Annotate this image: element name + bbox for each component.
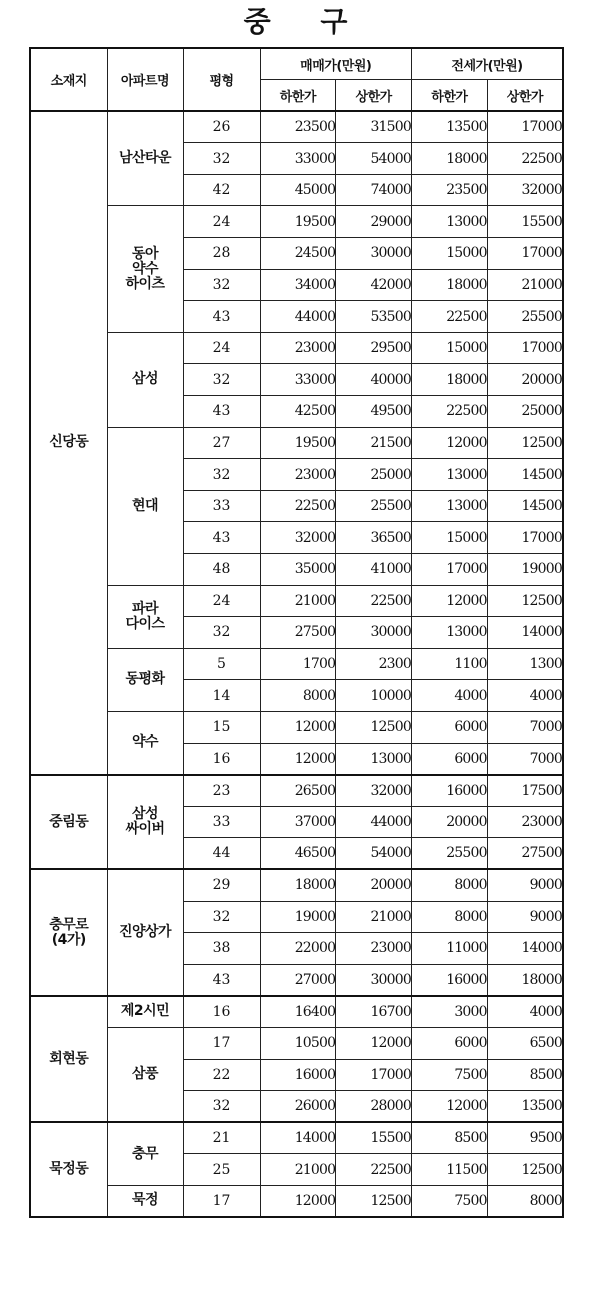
- table-row: [30, 111, 563, 143]
- apartment-name-cell: 파라 다이스: [107, 585, 183, 648]
- size-cell: 16: [183, 743, 260, 775]
- jeonse-lower-cell: 15000: [412, 332, 488, 364]
- size-cell: 43: [183, 396, 260, 428]
- sale-upper-cell: 31500: [336, 111, 412, 143]
- size-cell: 17: [183, 1185, 260, 1217]
- apartment-name-cell: 동아 약수 하이츠: [107, 206, 183, 332]
- size-cell: 15: [183, 711, 260, 743]
- sale-upper-cell: 44000: [336, 806, 412, 838]
- jeonse-lower-cell: 15000: [412, 522, 488, 554]
- size-cell: 32: [183, 269, 260, 301]
- jeonse-upper-cell: 7000: [487, 711, 563, 743]
- header-sale-lower: 하한가: [260, 80, 336, 112]
- size-cell: 43: [183, 301, 260, 333]
- jeonse-upper-cell: 22500: [487, 143, 563, 175]
- size-cell: 32: [183, 459, 260, 491]
- size-cell: 29: [183, 869, 260, 901]
- jeonse-upper-cell: 9000: [487, 901, 563, 933]
- table-header: [30, 48, 563, 111]
- table-row: [30, 1185, 563, 1217]
- table-row: [30, 427, 563, 459]
- jeonse-lower-cell: 4000: [412, 680, 488, 712]
- size-cell: 32: [183, 1091, 260, 1123]
- jeonse-upper-cell: 9000: [487, 869, 563, 901]
- jeonse-upper-cell: 7000: [487, 743, 563, 775]
- jeonse-lower-cell: 12000: [412, 427, 488, 459]
- sale-upper-cell: 23000: [336, 933, 412, 965]
- jeonse-upper-cell: 15500: [487, 206, 563, 238]
- jeonse-upper-cell: 17000: [487, 332, 563, 364]
- size-cell: 23: [183, 775, 260, 807]
- jeonse-upper-cell: 17000: [487, 111, 563, 143]
- sale-lower-cell: 22500: [260, 490, 336, 522]
- apartment-name-cell: 남산타운: [107, 111, 183, 206]
- jeonse-lower-cell: 12000: [412, 585, 488, 617]
- sale-upper-cell: 30000: [336, 238, 412, 270]
- jeonse-upper-cell: 1300: [487, 648, 563, 680]
- jeonse-upper-cell: 14500: [487, 490, 563, 522]
- size-cell: 14: [183, 680, 260, 712]
- jeonse-lower-cell: 16000: [412, 775, 488, 807]
- apartment-name-cell: 제2시민: [107, 996, 183, 1028]
- sale-lower-cell: 26500: [260, 775, 336, 807]
- jeonse-lower-cell: 18000: [412, 269, 488, 301]
- jeonse-upper-cell: 13500: [487, 1091, 563, 1123]
- jeonse-upper-cell: 25500: [487, 301, 563, 333]
- sale-upper-cell: 32000: [336, 775, 412, 807]
- jeonse-lower-cell: 12000: [412, 1091, 488, 1123]
- jeonse-lower-cell: 13000: [412, 459, 488, 491]
- size-cell: 32: [183, 143, 260, 175]
- jeonse-lower-cell: 1100: [412, 648, 488, 680]
- sale-upper-cell: 42000: [336, 269, 412, 301]
- sale-upper-cell: 12000: [336, 1027, 412, 1059]
- jeonse-lower-cell: 23500: [412, 174, 488, 206]
- sale-upper-cell: 54000: [336, 838, 412, 870]
- table-row: [30, 996, 563, 1028]
- sale-lower-cell: 23000: [260, 459, 336, 491]
- sale-upper-cell: 49500: [336, 396, 412, 428]
- apartment-name-cell: 약수: [107, 711, 183, 774]
- jeonse-lower-cell: 7500: [412, 1185, 488, 1217]
- jeonse-lower-cell: 6000: [412, 743, 488, 775]
- jeonse-lower-cell: 22500: [412, 396, 488, 428]
- apartment-name-cell: 삼풍: [107, 1027, 183, 1122]
- sale-lower-cell: 37000: [260, 806, 336, 838]
- sale-upper-cell: 28000: [336, 1091, 412, 1123]
- size-cell: 24: [183, 332, 260, 364]
- jeonse-lower-cell: 16000: [412, 964, 488, 996]
- sale-lower-cell: 44000: [260, 301, 336, 333]
- sale-upper-cell: 41000: [336, 554, 412, 586]
- jeonse-upper-cell: 17000: [487, 238, 563, 270]
- size-cell: 28: [183, 238, 260, 270]
- sale-upper-cell: 22500: [336, 585, 412, 617]
- jeonse-lower-cell: 11500: [412, 1154, 488, 1186]
- apartment-name-cell: 묵정: [107, 1185, 183, 1217]
- jeonse-lower-cell: 11000: [412, 933, 488, 965]
- sale-lower-cell: 34000: [260, 269, 336, 301]
- sale-lower-cell: 27500: [260, 617, 336, 649]
- sale-upper-cell: 16700: [336, 996, 412, 1028]
- header-jeonse-price: 전세가(만원): [412, 48, 564, 80]
- sale-lower-cell: 21000: [260, 585, 336, 617]
- sale-lower-cell: 19000: [260, 901, 336, 933]
- jeonse-upper-cell: 14000: [487, 617, 563, 649]
- sale-lower-cell: 23500: [260, 111, 336, 143]
- jeonse-upper-cell: 19000: [487, 554, 563, 586]
- page-title: 중 구: [243, 5, 368, 38]
- sale-upper-cell: 25500: [336, 490, 412, 522]
- table-row: [30, 711, 563, 743]
- sale-lower-cell: 19500: [260, 427, 336, 459]
- sale-lower-cell: 32000: [260, 522, 336, 554]
- jeonse-upper-cell: 8500: [487, 1059, 563, 1091]
- sale-lower-cell: 16400: [260, 996, 336, 1028]
- jeonse-lower-cell: 3000: [412, 996, 488, 1028]
- sale-upper-cell: 22500: [336, 1154, 412, 1186]
- sale-upper-cell: 20000: [336, 869, 412, 901]
- sale-lower-cell: 10500: [260, 1027, 336, 1059]
- sale-lower-cell: 33000: [260, 143, 336, 175]
- size-cell: 21: [183, 1122, 260, 1154]
- jeonse-lower-cell: 13000: [412, 617, 488, 649]
- sale-lower-cell: 45000: [260, 174, 336, 206]
- header-jeonse-lower: 하한가: [412, 80, 488, 112]
- jeonse-lower-cell: 18000: [412, 143, 488, 175]
- size-cell: 25: [183, 1154, 260, 1186]
- size-cell: 24: [183, 585, 260, 617]
- size-cell: 5: [183, 648, 260, 680]
- location-cell: 묵정동: [30, 1122, 107, 1217]
- size-cell: 22: [183, 1059, 260, 1091]
- jeonse-upper-cell: 32000: [487, 174, 563, 206]
- jeonse-lower-cell: 13000: [412, 490, 488, 522]
- header-apartment: 아파트명: [107, 48, 183, 111]
- jeonse-upper-cell: 23000: [487, 806, 563, 838]
- jeonse-upper-cell: 12500: [487, 585, 563, 617]
- size-cell: 38: [183, 933, 260, 965]
- table-row: [30, 1027, 563, 1059]
- sale-lower-cell: 18000: [260, 869, 336, 901]
- apartment-name-cell: 충무: [107, 1122, 183, 1185]
- sale-upper-cell: 21000: [336, 901, 412, 933]
- jeonse-upper-cell: 12500: [487, 427, 563, 459]
- sale-upper-cell: 54000: [336, 143, 412, 175]
- jeonse-upper-cell: 17500: [487, 775, 563, 807]
- size-cell: 17: [183, 1027, 260, 1059]
- size-cell: 42: [183, 174, 260, 206]
- apartment-name-cell: 삼성 싸이버: [107, 775, 183, 870]
- sale-upper-cell: 12500: [336, 711, 412, 743]
- jeonse-upper-cell: 14500: [487, 459, 563, 491]
- sale-lower-cell: 46500: [260, 838, 336, 870]
- size-cell: 33: [183, 806, 260, 838]
- sale-upper-cell: 53500: [336, 301, 412, 333]
- sale-upper-cell: 10000: [336, 680, 412, 712]
- jeonse-lower-cell: 6000: [412, 1027, 488, 1059]
- table-row: [30, 206, 563, 238]
- size-cell: 24: [183, 206, 260, 238]
- sale-upper-cell: 36500: [336, 522, 412, 554]
- sale-upper-cell: 12500: [336, 1185, 412, 1217]
- table-row: [30, 1122, 563, 1154]
- sale-upper-cell: 17000: [336, 1059, 412, 1091]
- jeonse-upper-cell: 14000: [487, 933, 563, 965]
- sale-lower-cell: 24500: [260, 238, 336, 270]
- sale-lower-cell: 16000: [260, 1059, 336, 1091]
- sale-upper-cell: 13000: [336, 743, 412, 775]
- size-cell: 32: [183, 901, 260, 933]
- sale-lower-cell: 23000: [260, 332, 336, 364]
- sale-upper-cell: 40000: [336, 364, 412, 396]
- sale-lower-cell: 27000: [260, 964, 336, 996]
- sale-lower-cell: 22000: [260, 933, 336, 965]
- jeonse-upper-cell: 12500: [487, 1154, 563, 1186]
- table-row: [30, 332, 563, 364]
- location-cell: 회현동: [30, 996, 107, 1122]
- sale-upper-cell: 29000: [336, 206, 412, 238]
- jeonse-lower-cell: 20000: [412, 806, 488, 838]
- jeonse-upper-cell: 27500: [487, 838, 563, 870]
- jeonse-lower-cell: 13000: [412, 206, 488, 238]
- jeonse-lower-cell: 22500: [412, 301, 488, 333]
- jeonse-lower-cell: 18000: [412, 364, 488, 396]
- header-jeonse-upper: 상한가: [487, 80, 563, 112]
- jeonse-upper-cell: 17000: [487, 522, 563, 554]
- jeonse-lower-cell: 13500: [412, 111, 488, 143]
- sale-lower-cell: 21000: [260, 1154, 336, 1186]
- size-cell: 26: [183, 111, 260, 143]
- sale-upper-cell: 2300: [336, 648, 412, 680]
- apartment-name-cell: 삼성: [107, 332, 183, 427]
- table-row: [30, 869, 563, 901]
- sale-upper-cell: 29500: [336, 332, 412, 364]
- sale-upper-cell: 30000: [336, 617, 412, 649]
- jeonse-upper-cell: 8000: [487, 1185, 563, 1217]
- size-cell: 27: [183, 427, 260, 459]
- jeonse-lower-cell: 7500: [412, 1059, 488, 1091]
- size-cell: 43: [183, 964, 260, 996]
- size-cell: 48: [183, 554, 260, 586]
- sale-lower-cell: 8000: [260, 680, 336, 712]
- jeonse-lower-cell: 6000: [412, 711, 488, 743]
- sale-lower-cell: 12000: [260, 711, 336, 743]
- sale-upper-cell: 74000: [336, 174, 412, 206]
- jeonse-upper-cell: 18000: [487, 964, 563, 996]
- size-cell: 32: [183, 364, 260, 396]
- sale-upper-cell: 30000: [336, 964, 412, 996]
- size-cell: 44: [183, 838, 260, 870]
- location-cell: 신당동: [30, 111, 107, 774]
- header-sale-price: 매매가(만원): [260, 48, 412, 80]
- location-cell: 충무로 (4가): [30, 869, 107, 995]
- jeonse-lower-cell: 17000: [412, 554, 488, 586]
- sale-lower-cell: 1700: [260, 648, 336, 680]
- jeonse-upper-cell: 4000: [487, 996, 563, 1028]
- jeonse-lower-cell: 25500: [412, 838, 488, 870]
- sale-upper-cell: 21500: [336, 427, 412, 459]
- header-sale-upper: 상한가: [336, 80, 412, 112]
- sale-upper-cell: 15500: [336, 1122, 412, 1154]
- jeonse-upper-cell: 20000: [487, 364, 563, 396]
- size-cell: 33: [183, 490, 260, 522]
- jeonse-upper-cell: 25000: [487, 396, 563, 428]
- jeonse-upper-cell: 6500: [487, 1027, 563, 1059]
- header-location: 소재지: [30, 48, 107, 111]
- price-table: [29, 47, 564, 1218]
- sale-lower-cell: 14000: [260, 1122, 336, 1154]
- jeonse-upper-cell: 21000: [487, 269, 563, 301]
- apartment-name-cell: 진양상가: [107, 869, 183, 995]
- size-cell: 32: [183, 617, 260, 649]
- sale-upper-cell: 25000: [336, 459, 412, 491]
- jeonse-upper-cell: 4000: [487, 680, 563, 712]
- location-cell: 중림동: [30, 775, 107, 870]
- size-cell: 16: [183, 996, 260, 1028]
- apartment-name-cell: 현대: [107, 427, 183, 585]
- sale-lower-cell: 19500: [260, 206, 336, 238]
- sale-lower-cell: 26000: [260, 1091, 336, 1123]
- apartment-name-cell: 동평화: [107, 648, 183, 711]
- sale-lower-cell: 33000: [260, 364, 336, 396]
- jeonse-lower-cell: 8000: [412, 901, 488, 933]
- table-row: [30, 648, 563, 680]
- table-body: [30, 111, 563, 1217]
- jeonse-lower-cell: 15000: [412, 238, 488, 270]
- size-cell: 43: [183, 522, 260, 554]
- jeonse-lower-cell: 8500: [412, 1122, 488, 1154]
- sale-lower-cell: 42500: [260, 396, 336, 428]
- sale-lower-cell: 12000: [260, 743, 336, 775]
- jeonse-upper-cell: 9500: [487, 1122, 563, 1154]
- sale-lower-cell: 12000: [260, 1185, 336, 1217]
- header-size: 평형: [183, 48, 260, 111]
- jeonse-lower-cell: 8000: [412, 869, 488, 901]
- table-row: [30, 775, 563, 807]
- table-row: [30, 585, 563, 617]
- sale-lower-cell: 35000: [260, 554, 336, 586]
